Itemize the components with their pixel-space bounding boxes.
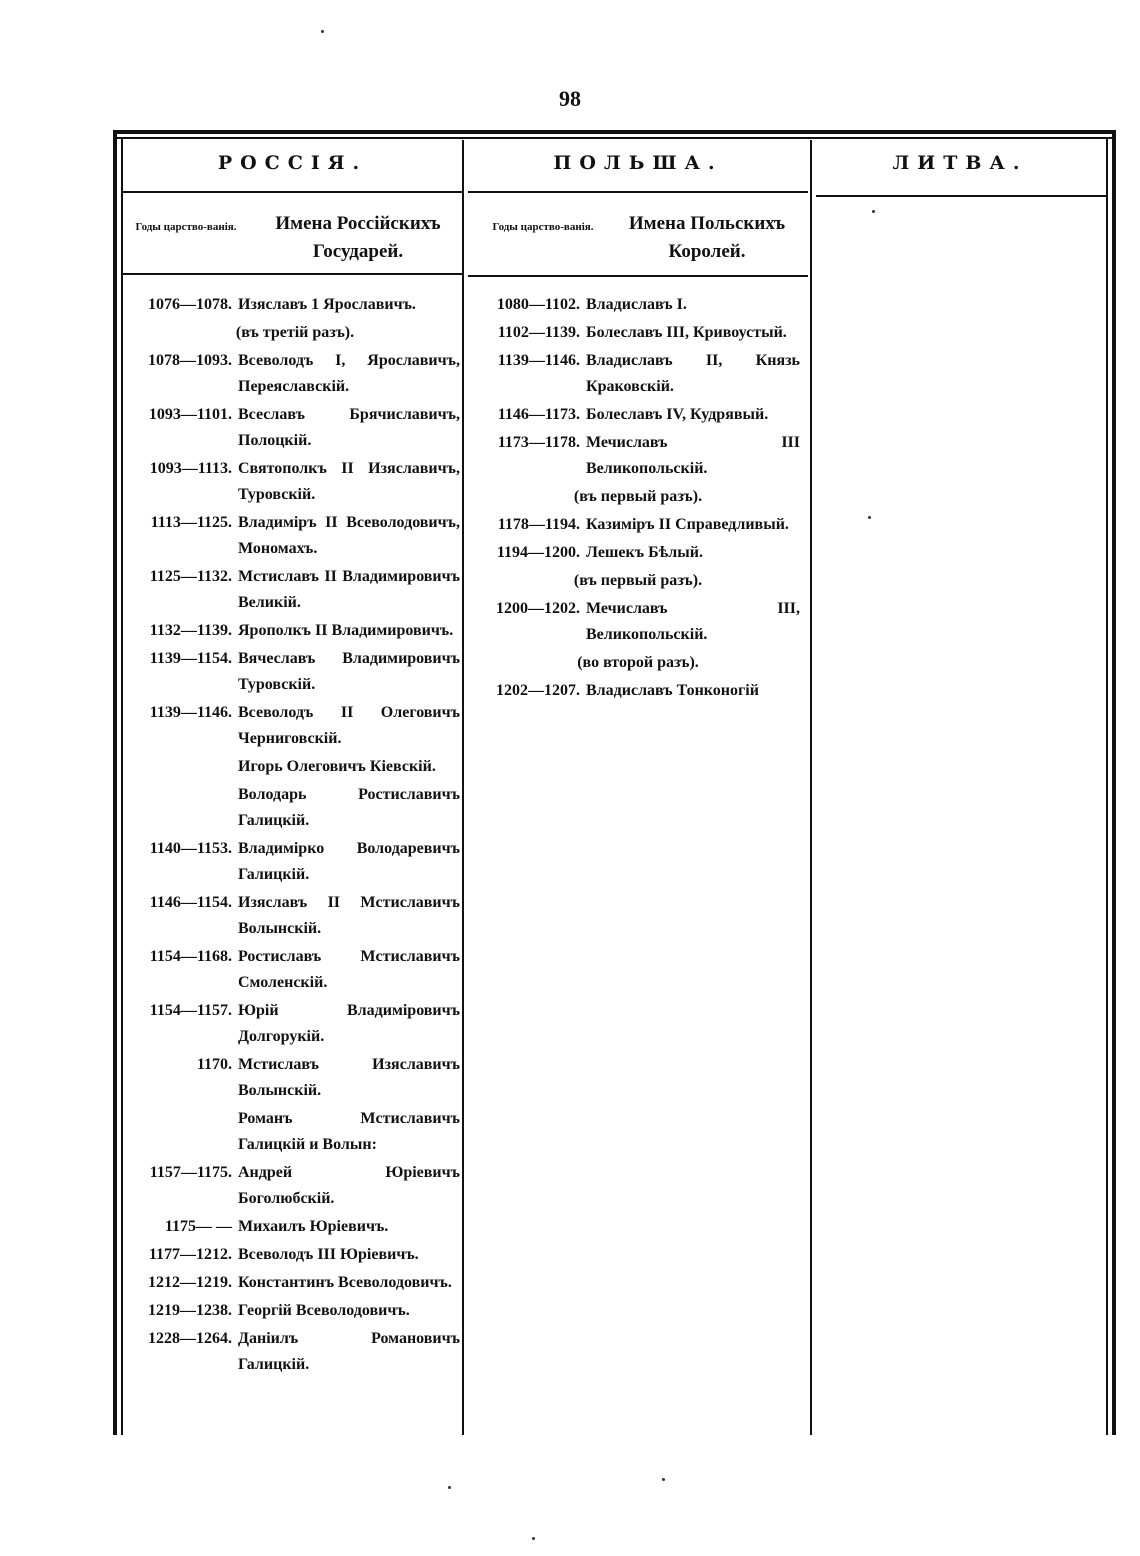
- page-number: 98: [559, 86, 581, 111]
- ruler-entry: [476, 596, 800, 648]
- ruler-name: Казиміръ II Справедливый.: [586, 516, 789, 533]
- poland-subhead-rule: [468, 275, 808, 277]
- reign-years: 1080—1102.: [496, 296, 580, 313]
- reign-years: 1146—1154.: [149, 894, 232, 911]
- reign-years: 1202—1207.: [496, 682, 580, 699]
- ruler-name: Владиславъ I.: [586, 296, 687, 313]
- ruler-name: Мстиславъ Изяславичъ Волынскій.: [238, 1056, 460, 1099]
- ruler-entry: [476, 292, 800, 318]
- ruler-name: Изяславъ II Мстиславичъ Волынскій.: [238, 894, 460, 937]
- ruler-name: Ростиславъ Мстиславичъ Смоленскій.: [238, 948, 460, 991]
- reign-years: [130, 1106, 238, 1158]
- reign-years: 1093—1101.: [148, 406, 232, 423]
- print-speck: [448, 1486, 451, 1489]
- ruler-name: Мечиславъ III, Великопольскій.: [586, 600, 800, 643]
- reign-years: 1102—1139.: [497, 324, 580, 341]
- ruler-entry: [130, 1298, 460, 1324]
- poland-names-header: Имена Польскихъ Королей.: [628, 213, 786, 262]
- reign-years: 1219—1238.: [148, 1302, 232, 1319]
- reign-years: 1076—1078.: [148, 296, 232, 313]
- entry-note: (въ третій разъ).: [235, 324, 355, 341]
- ruler-entry: [476, 540, 800, 566]
- reign-years: 1170.: [196, 1056, 232, 1073]
- frame-inner-left-rule: [121, 137, 123, 1435]
- column-title-poland: ПОЛЬША.: [553, 152, 723, 174]
- ruler-name: Болеславъ IV, Кудрявый.: [586, 406, 769, 423]
- ruler-name: Всеволодъ II Олеговичъ Черниговскій.: [238, 704, 460, 747]
- russia-title-rule: [123, 191, 462, 193]
- reign-years: 1200—1202.: [496, 600, 580, 617]
- ruler-entry: [476, 402, 800, 428]
- ruler-name: Всеволодъ I, Ярославичъ, Переяславскій.: [238, 352, 460, 395]
- reign-years: 1178—1194.: [497, 516, 580, 533]
- ruler-name: Всеволодъ III Юріевичъ.: [238, 1246, 419, 1263]
- reign-years: [130, 754, 238, 780]
- ruler-name: Лешекъ Бѣлый.: [586, 544, 703, 561]
- frame-inner-right-rule: [1106, 137, 1108, 1435]
- reign-years: 1139—1146.: [497, 352, 580, 369]
- ruler-name: Юрій Владиміровичъ Долгорукій.: [238, 1002, 460, 1045]
- reign-years: 1125—1132.: [149, 568, 232, 585]
- ruler-name: Вячеславъ Владимировичъ Туровскій.: [238, 650, 460, 693]
- russia-years-header: Годы царство-ванія.: [135, 221, 237, 233]
- ruler-name: Мечиславъ III Великопольскій.: [586, 434, 800, 477]
- russia-rulers-list: [130, 292, 460, 1380]
- reign-years: 1194—1200.: [496, 544, 580, 561]
- ruler-name: Константинъ Всеволодовичъ.: [238, 1274, 452, 1291]
- column-title-lithuania: ЛИТВА.: [892, 152, 1028, 174]
- ruler-name: Андрей Юріевичъ Боголюбскій.: [238, 1164, 460, 1207]
- ruler-name: Игорь Олеговичъ Кіевскій.: [238, 758, 436, 775]
- ruler-name: Даніилъ Романовичъ Галицкій.: [238, 1330, 460, 1373]
- lithuania-title-rule: [816, 195, 1106, 197]
- ruler-entry: [130, 456, 460, 508]
- ruler-entry: [476, 430, 800, 482]
- ruler-entry: [130, 782, 460, 834]
- reign-years: [130, 782, 238, 834]
- ruler-entry: [130, 754, 460, 780]
- ruler-name: Романъ Мстиславичъ Галицкій и Волын:: [238, 1110, 460, 1153]
- print-speck: [662, 1478, 665, 1481]
- column-divider-poland-lithuania: [810, 140, 812, 1435]
- reign-years: 1139—1146.: [149, 704, 232, 721]
- ruler-name: Ярополкъ II Владимировичъ.: [238, 622, 454, 639]
- reign-years: 1078—1093.: [148, 352, 232, 369]
- print-speck: [872, 210, 875, 213]
- reign-years: 1177—1212.: [148, 1246, 232, 1263]
- print-speck: [868, 516, 871, 519]
- ruler-entry: [130, 1242, 460, 1268]
- ruler-name: Владимірко Володаревичъ Галицкій.: [238, 840, 460, 883]
- column-title-russia: РОССІЯ.: [217, 152, 368, 174]
- ruler-entry: [130, 700, 460, 752]
- ruler-entry: [130, 998, 460, 1050]
- poland-title-rule: [468, 191, 808, 193]
- ruler-entry: [130, 618, 460, 644]
- print-speck: [321, 30, 324, 33]
- reign-years: 1139—1154.: [149, 650, 232, 667]
- ruler-entry: [130, 564, 460, 616]
- entry-note: (въ первый разъ).: [573, 572, 703, 589]
- ruler-entry: [130, 510, 460, 562]
- ruler-entry: [130, 1326, 460, 1378]
- ruler-entry: [476, 678, 800, 704]
- ruler-entry: [130, 646, 460, 698]
- ruler-entry: [130, 890, 460, 942]
- ruler-entry: [130, 1214, 460, 1240]
- ruler-name: Изяславъ 1 Ярославичъ.: [238, 296, 416, 313]
- ruler-name: Владиславъ Тонконогій: [586, 682, 759, 699]
- column-divider-russia-poland: [462, 140, 464, 1435]
- ruler-name: Владиміръ II Всеволодовичъ, Мономахъ.: [238, 514, 460, 557]
- ruler-entry: [130, 292, 460, 318]
- ruler-name: Святополкъ II Изяславичъ, Туровскій.: [238, 460, 460, 503]
- reign-years: 1212—1219.: [148, 1274, 232, 1291]
- reign-years: 1154—1168.: [149, 948, 232, 965]
- reign-years: 1113—1125.: [150, 514, 232, 531]
- reign-years: 1154—1157.: [149, 1002, 232, 1019]
- ruler-name: Володарь Ростиславичъ Галицкій.: [238, 786, 460, 829]
- reign-years: 1146—1173.: [497, 406, 580, 423]
- ruler-name: Владиславъ II, Князь Краковскій.: [586, 352, 800, 395]
- ruler-name: Болеславъ III, Кривоустый.: [586, 324, 787, 341]
- ruler-entry: [130, 1052, 460, 1104]
- reign-years: 1228—1264.: [148, 1330, 232, 1347]
- ruler-name: Михаилъ Юріевичъ.: [238, 1218, 389, 1235]
- reign-years: 1175— —: [164, 1218, 232, 1235]
- ruler-entry: [130, 402, 460, 454]
- entry-note: (во второй разъ).: [577, 654, 699, 671]
- entry-note: (въ первый разъ).: [573, 488, 703, 505]
- reign-years: 1157—1175.: [149, 1164, 232, 1181]
- poland-years-header: Годы царство-ванія.: [492, 221, 594, 233]
- frame-inner-top-rule: [113, 137, 1116, 139]
- poland-rulers-list: [476, 292, 800, 706]
- ruler-entry: [130, 944, 460, 996]
- print-speck: [532, 1537, 535, 1540]
- ruler-name: Всеславъ Брячиславичъ, Полоцкій.: [238, 406, 460, 449]
- ruler-entry: [476, 320, 800, 346]
- ruler-name: Георгій Всеволодовичъ.: [238, 1302, 410, 1319]
- russia-subhead-rule: [123, 273, 462, 275]
- ruler-entry: [130, 1106, 460, 1158]
- ruler-entry: [130, 348, 460, 400]
- russia-names-header: Имена Россійскихъ Государей.: [275, 213, 441, 262]
- ruler-name: Мстиславъ II Владимировичъ Великій.: [238, 568, 460, 611]
- reign-years: 1132—1139.: [149, 622, 232, 639]
- ruler-entry: [476, 512, 800, 538]
- reign-years: 1140—1153.: [149, 840, 232, 857]
- ruler-entry: [130, 1270, 460, 1296]
- reign-years: 1173—1178.: [497, 434, 580, 451]
- ruler-entry: [130, 1160, 460, 1212]
- reign-years: 1093—1113.: [149, 460, 232, 477]
- ruler-entry: [476, 348, 800, 400]
- ruler-entry: [130, 836, 460, 888]
